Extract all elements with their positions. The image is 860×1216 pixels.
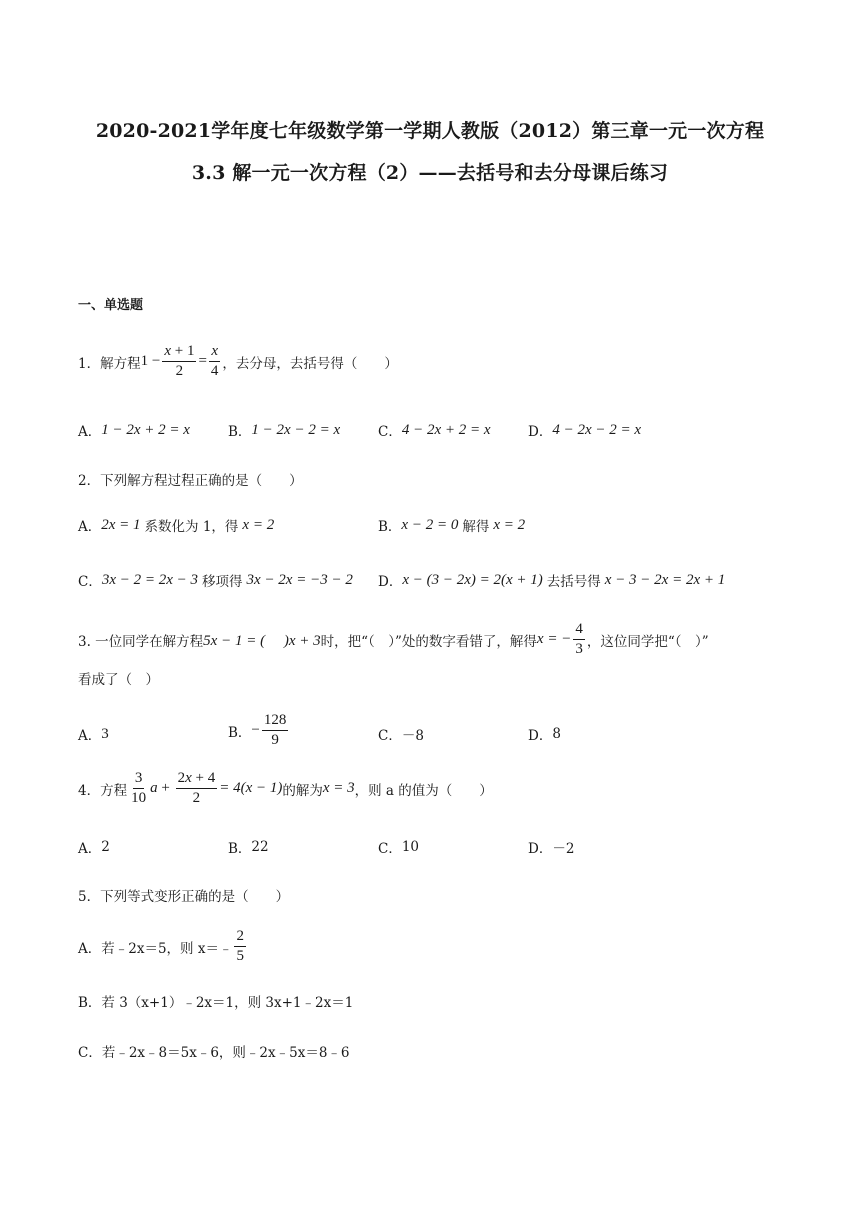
q2-option-b[interactable]: B． x − 2 = 0 解得 x = 2 <box>378 516 526 535</box>
q5-option-b[interactable]: B．若 3（x+1）﹣2x＝1，则 3x+1﹣2x＝1 <box>78 995 354 1011</box>
question-3: 3. 一位同学在解方程 5x − 1 = ( )x + 3 时，把“（ ）”处的数字看错了，解得 x = − $\frac{4}{3}$ ，这位同学把“（ ）” <box>78 621 709 657</box>
q2-option-c[interactable]: C． 3x − 2 = 2x − 3 移项得 3x − 2x = −3 − 2 <box>78 571 353 590</box>
question-2: 2．下列解方程过程正确的是（ ） <box>78 473 303 489</box>
q4-variable-a: a <box>150 780 158 796</box>
q3-fraction: $\frac{4}{3}$ <box>575 621 583 657</box>
q4-option-b[interactable]: B． 22 <box>228 839 269 857</box>
q1-option-a[interactable]: A． 1 − 2x + 2 = x <box>78 421 190 440</box>
q4-fraction-b: $\frac{2x + 4}{2}$ <box>177 770 216 806</box>
q2-option-d[interactable]: D． x − (3 − 2x) = 2(x + 1) 去括号得 x − 3 − 2x = 2x + 1 <box>378 571 726 590</box>
q4-solution: x = 3 <box>322 780 355 796</box>
question-3-line2: 看成了（ ） <box>78 672 159 688</box>
q2-option-a[interactable]: A． 2x = 1 系数化为 1，得 x = 2 <box>78 516 275 535</box>
question-1 <box>78 343 398 380</box>
q5-option-a[interactable]: A．若﹣2x＝5，则 x＝﹣ $\frac{2}{5}$ <box>78 928 244 964</box>
q5-option-c[interactable]: C．若﹣2x﹣8＝5x﹣6，则﹣2x﹣5x＝8﹣6 <box>78 1045 350 1061</box>
q4-option-a[interactable]: A． 2 <box>78 839 110 857</box>
q3-solution: x = − <box>536 631 572 647</box>
q4-option-c[interactable]: C． 10 <box>378 839 420 857</box>
q3-option-b-fraction: $\frac{128}{9}$ <box>263 712 287 748</box>
question-1-suffix: ，去分母，去括号得（ ） <box>222 355 398 372</box>
q3-option-c[interactable]: C． －8 <box>378 728 424 744</box>
q1-option-c[interactable]: C． 4 − 2x + 2 = x <box>378 421 491 440</box>
question-5: 5．下列等式变形正确的是（ ） <box>78 889 290 905</box>
q4-equation-tail: = 4(x − 1) <box>219 780 283 796</box>
q3-option-b[interactable]: B． − $\frac{128}{9}$ <box>228 712 287 748</box>
q1-equals: = <box>198 353 207 369</box>
q3-option-d[interactable]: D． 8 <box>528 726 561 744</box>
q4-fraction-a: $\frac{3}{10}$ <box>131 770 147 806</box>
section-heading: 一、单选题 <box>78 298 144 313</box>
q3-equation: 5x − 1 = ( )x + 3 <box>203 633 321 649</box>
q5-option-a-fraction: $\frac{2}{5}$ <box>236 928 244 964</box>
q1-equation-one: 1 − <box>140 353 161 369</box>
document-title-line2: 3.3 解一元一次方程（2）——去括号和去分母课后练习 <box>191 162 669 184</box>
document-title-line1: 2020-2021学年度七年级数学第一学期人教版（2012）第三章一元一次方程 <box>95 120 765 142</box>
question-4: 4．方程 $\frac{3}{10}$ a + $\frac{2x + 4}{2}$ = 4(x − 1) 的解为 x = 3 ，则 a 的值为（ ） <box>78 770 493 806</box>
q3-option-a[interactable]: A． 3 <box>78 725 109 744</box>
question-1-prefix: 1．解方程 <box>78 355 141 372</box>
q1-fraction-left: $\frac{x + 1}{2}$ <box>164 343 195 379</box>
q1-option-b[interactable]: B． 1 − 2x − 2 = x <box>228 421 341 440</box>
q1-option-d[interactable]: D． 4 − 2x − 2 = x <box>528 421 642 440</box>
q4-option-d[interactable]: D． －2 <box>528 841 575 857</box>
q1-fraction-right: $\frac{x}{4}$ <box>210 343 219 379</box>
